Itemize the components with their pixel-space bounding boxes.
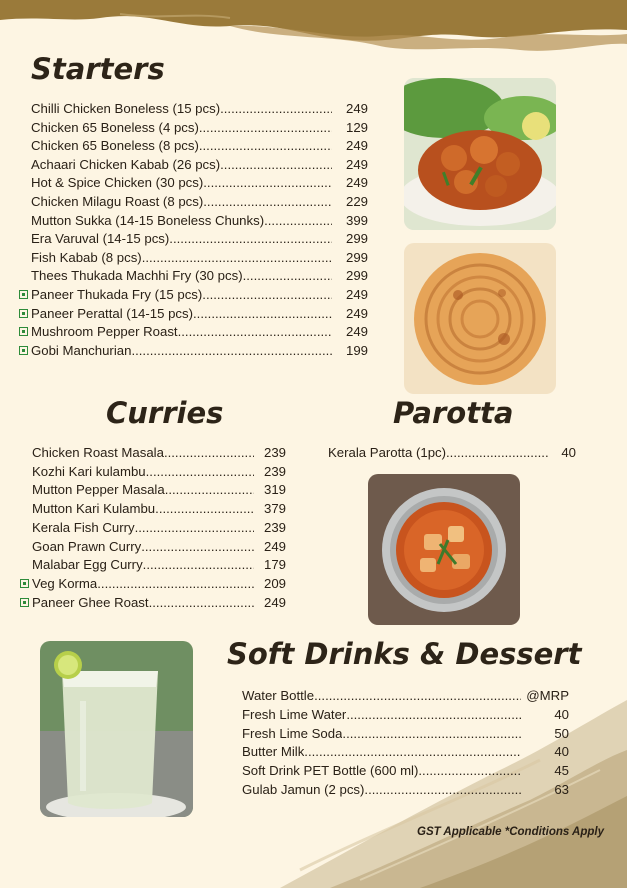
menu-item-name: Paneer Ghee Roast (32, 594, 149, 610)
dot-leader (199, 137, 332, 156)
curries-heading: Curries (106, 396, 224, 430)
dot-leader (143, 556, 254, 575)
drinks-list (242, 687, 569, 800)
menu-item-price: 63 (554, 781, 569, 797)
menu-item-price: 319 (263, 482, 286, 498)
menu-item-price: 179 (263, 557, 286, 573)
menu-item-name: Thees Thukada Machhi Fry (30 pcs) (31, 268, 243, 284)
menu-item (31, 305, 368, 324)
menu-item-price: 249 (345, 324, 368, 340)
veg-mark-icon (19, 290, 28, 299)
parotta-list (328, 444, 576, 463)
menu-item-name: Gobi Manchurian (31, 342, 132, 358)
menu-item-name: Water Bottle (242, 688, 315, 703)
menu-item-name: Goan Prawn Curry (32, 538, 142, 554)
dot-leader (220, 156, 332, 175)
dot-leader (178, 323, 332, 342)
menu-item-price: 249 (345, 286, 368, 302)
menu-item-price: 399 (345, 212, 368, 228)
dot-leader (97, 575, 254, 594)
dot-leader (202, 286, 332, 305)
menu-item-price: 299 (345, 231, 368, 247)
veg-mark-icon (19, 327, 28, 336)
dot-leader (364, 781, 521, 800)
menu-item-price: 249 (345, 138, 368, 154)
menu-item (32, 538, 286, 557)
menu-item (31, 323, 368, 342)
veg-mark-icon (19, 309, 28, 318)
menu-item-price: 209 (263, 575, 286, 591)
menu-item-price: 299 (345, 268, 368, 284)
menu-item-price: 40 (561, 445, 576, 460)
dot-leader (165, 481, 254, 500)
menu-item (31, 267, 368, 286)
menu-item-name: Paneer Perattal (14-15 pcs) (31, 305, 193, 321)
menu-item (32, 594, 286, 613)
dot-leader (131, 342, 332, 361)
menu-item (242, 762, 569, 781)
menu-item (31, 119, 368, 138)
dot-leader (193, 305, 332, 324)
dot-leader (146, 463, 254, 482)
menu-item-name: Kozhi Kari kulambu (32, 463, 146, 479)
menu-item (31, 230, 368, 249)
menu-item (242, 687, 569, 706)
menu-item-name: Chicken 65 Boneless (8 pcs) (31, 138, 199, 154)
menu-item-name: Chicken Roast Masala (32, 445, 164, 460)
dot-leader (418, 762, 521, 781)
dot-leader (304, 743, 521, 762)
menu-item (32, 463, 286, 482)
parotta-photo (404, 243, 556, 394)
menu-item (32, 481, 286, 500)
menu-item (31, 156, 368, 175)
menu-item-price: 239 (263, 445, 286, 460)
dot-leader (135, 519, 254, 538)
dot-leader (142, 249, 332, 268)
dot-leader (346, 706, 521, 725)
dot-leader (264, 212, 332, 231)
menu-item-name: Hot & Spice Chicken (30 pcs) (31, 175, 204, 191)
menu-item (32, 575, 286, 594)
footer-note: GST Applicable *Conditions Apply (417, 826, 604, 838)
curries-list (32, 444, 286, 612)
starters-heading: Starters (31, 52, 165, 86)
menu-item (31, 212, 368, 231)
menu-item (242, 725, 569, 744)
menu-item-price: 50 (554, 725, 569, 741)
menu-item-price: 379 (263, 501, 286, 517)
veg-mark-icon (20, 598, 29, 607)
menu-item-price: 299 (345, 249, 368, 265)
menu-item-name: Mutton Sukka (14-15 Boneless Chunks) (31, 212, 265, 228)
menu-item (242, 706, 569, 725)
dot-leader (220, 100, 332, 119)
menu-item-price: 249 (263, 594, 286, 610)
dot-leader (342, 725, 521, 744)
dot-leader (164, 444, 254, 463)
menu-item-name: Butter Milk (242, 744, 305, 760)
menu-item-price: 40 (554, 744, 569, 760)
menu-item (32, 519, 286, 538)
menu-item-name: Gulab Jamun (2 pcs) (242, 781, 365, 797)
menu-item-price: 249 (263, 538, 286, 554)
menu-item (31, 342, 368, 361)
menu-item-name: Veg Korma (32, 575, 98, 591)
veg-mark-icon (19, 346, 28, 355)
menu-item (32, 500, 286, 519)
menu-item-name: Mushroom Pepper Roast (31, 324, 178, 340)
menu-item-name: Mutton Pepper Masala (32, 482, 165, 498)
menu-item-name: Malabar Egg Curry (32, 557, 143, 573)
menu-item-price: 249 (345, 305, 368, 321)
menu-item-price: 239 (263, 519, 286, 535)
menu-item-name: Fresh Lime Water (242, 706, 347, 722)
menu-item (242, 743, 569, 762)
menu-item-price: @MRP (526, 688, 569, 703)
curry-photo (368, 474, 520, 625)
menu-item-name: Era Varuval (14-15 pcs) (31, 231, 170, 247)
menu-item-name: Fish Kabab (8 pcs) (31, 249, 142, 265)
dot-leader (446, 444, 548, 463)
menu-item-name: Achaari Chicken Kabab (26 pcs) (31, 156, 221, 172)
menu-item-price: 249 (345, 156, 368, 172)
menu-item-price: 249 (345, 175, 368, 191)
menu-item-price: 199 (345, 342, 368, 358)
menu-item-price: 249 (345, 101, 368, 116)
menu-item (31, 100, 368, 119)
menu-item-name: Fresh Lime Soda (242, 725, 343, 741)
menu-item-name: Mutton Kari Kulambu (32, 501, 156, 517)
dot-leader (141, 538, 254, 557)
dot-leader (203, 174, 332, 193)
menu-item-name: Chilli Chicken Boneless (15 pcs) (31, 101, 221, 116)
dot-leader (169, 230, 332, 249)
veg-mark-icon (20, 579, 29, 588)
menu-item-price: 239 (263, 463, 286, 479)
menu-item (31, 249, 368, 268)
menu-item (31, 286, 368, 305)
menu-item-price: 45 (554, 763, 569, 779)
dot-leader (203, 193, 332, 212)
menu-item-price: 40 (554, 706, 569, 722)
dot-leader (243, 267, 332, 286)
menu-item-name: Chicken 65 Boneless (4 pcs) (31, 119, 199, 135)
menu-item-price: 129 (345, 119, 368, 135)
lime-juice-photo (40, 641, 193, 817)
menu-item-price: 229 (345, 193, 368, 209)
menu-item-name: Kerala Parotta (1pc) (328, 445, 447, 460)
chilli-chicken-photo (404, 78, 556, 230)
menu-item (32, 556, 286, 575)
dot-leader (155, 500, 254, 519)
menu-item-name: Paneer Thukada Fry (15 pcs) (31, 286, 203, 302)
menu-item (31, 193, 368, 212)
parotta-heading: Parotta (393, 396, 514, 430)
menu-item (31, 174, 368, 193)
menu-item-name: Kerala Fish Curry (32, 519, 135, 535)
starters-list (31, 100, 368, 360)
menu-item (32, 444, 286, 463)
dot-leader (199, 119, 332, 138)
brush-stroke-top (0, 0, 627, 60)
drinks-heading: Soft Drinks & Dessert (227, 637, 582, 671)
dot-leader (149, 594, 254, 613)
menu-item (242, 781, 569, 800)
menu-item-name: Soft Drink PET Bottle (600 ml) (242, 763, 419, 779)
menu-item (328, 444, 576, 463)
menu-item-name: Chicken Milagu Roast (8 pcs) (31, 193, 204, 209)
menu-item (31, 137, 368, 156)
dot-leader (314, 687, 521, 706)
